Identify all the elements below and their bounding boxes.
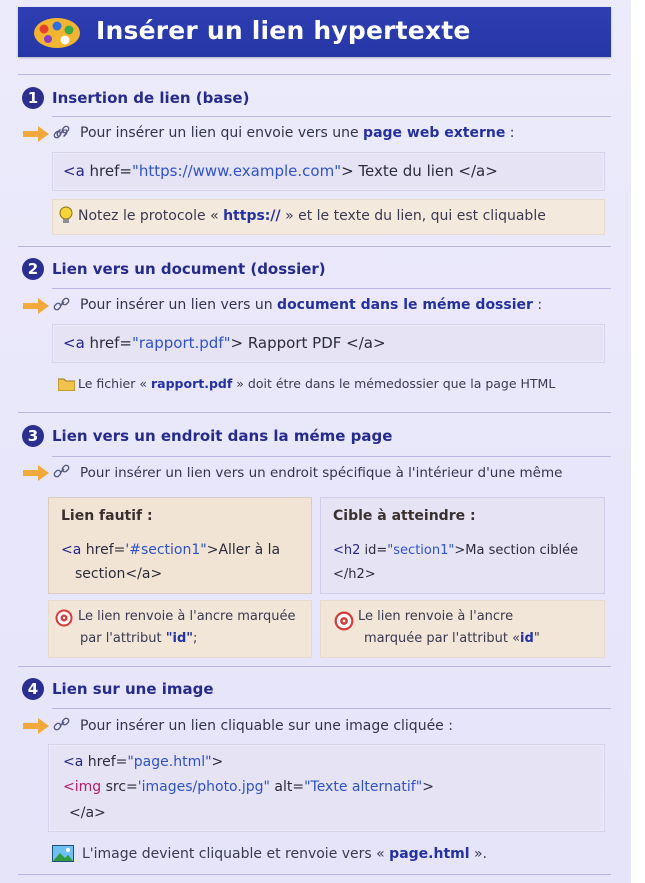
divider [18,246,611,247]
code-line: </a> [69,805,106,821]
divider [18,874,611,875]
code-line: <h2 id="section1">Ma section ciblée [333,543,579,558]
arrow-right-icon [22,718,50,738]
note-text: Le lien renvoie à l'ancre marquée [78,609,296,624]
link-icon [52,716,72,738]
arrow-right-icon [22,465,50,485]
code-block [48,744,605,832]
lightbulb-icon [58,206,74,230]
section-intro: Pour insérer un lien vers un document dans le méme dossier : [80,297,543,313]
section-intro: Pour insérer un lien vers un endroit spécifique à l'intérieur d'une même [80,465,563,481]
note-text: Le lien renvoie à l'ancre [358,609,514,624]
note-text: L'image devient cliquable et renvoie vers « page.html ». [82,846,487,862]
code-block [52,152,605,191]
section-number: 4 [22,678,44,700]
target-card [320,497,605,594]
divider [18,666,611,667]
arrow-right-icon [22,126,50,146]
divider [52,456,611,457]
link-icon [52,296,72,318]
palette-icon [32,17,82,53]
section-title: Lien vers un document (dossier) [52,260,326,278]
code-line: <img src='images/photo.jpg" alt="Texte alternatif"> [63,779,434,795]
folder-icon [58,376,75,395]
note-text: Notez le protocole « https:// » et le texte du lien, qui est cliquable [78,208,546,224]
divider [18,412,611,413]
divider [18,74,611,75]
section-intro: Pour insérer un lien qui envoie vers une page web externe : [80,125,515,141]
section-number: 2 [22,258,44,280]
section-intro: Pour insérer un lien cliquable sur une image cliquée : [80,718,453,734]
code-line: <a href="page.html"> [63,754,224,770]
code-line: </h2> [333,567,376,582]
code-line: <a href="rapport.pdf"> Rapport PDF </a> [63,334,386,352]
target-icon [334,611,354,635]
section-number: 3 [22,425,44,447]
title-banner [18,7,611,57]
section-title: Insertion de lien (base) [52,89,250,107]
card-title: Cible à atteindre : [333,508,476,524]
section-number: 1 [22,87,44,109]
note-text: marquée par l'attribut «id" [364,631,540,646]
code-line: <a href="https://www.example.com"> Texte du lien </a> [63,162,498,180]
section-title: Lien sur une image [52,680,214,698]
arrow-right-icon [22,298,50,318]
card-title: Lien fautif : [61,508,153,524]
section-title: Lien vers un endroit dans la méme page [52,427,393,445]
image-icon [52,845,74,866]
divider [52,288,611,289]
divider [52,708,611,709]
note-text: par l'attribut "id"; [80,631,198,646]
page-title: Insérer un lien hypertexte [96,16,471,45]
code-line: section</a> [75,566,163,582]
divider [52,116,611,117]
target-icon [55,609,73,631]
code-line: <a href='#section1">Aller à la [61,542,281,558]
link-icon [52,124,72,146]
link-icon [52,463,72,485]
code-block [52,324,605,363]
faulty-link-card [48,497,312,594]
note-text: Le fichier « rapport.pdf » doit étre dans le mémedossier que la page HTML [78,376,556,391]
